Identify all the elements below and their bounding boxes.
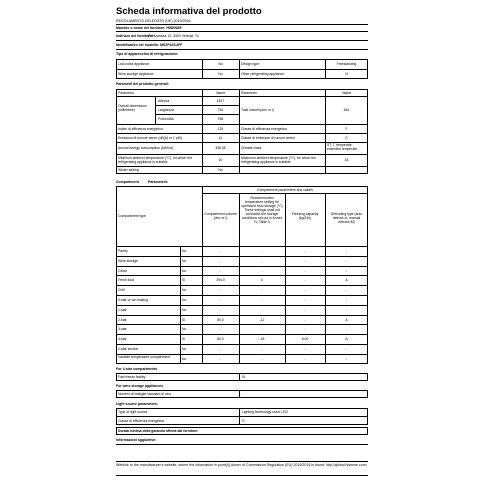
table-rule	[116, 275, 368, 276]
width-value: 794	[217, 108, 224, 112]
wine-bottles-label: Numero di bottiglie standard di vino	[118, 392, 172, 396]
other-appliance-value: N	[345, 72, 348, 76]
divider	[116, 24, 368, 25]
general-heading: Parametri del prodotto generali:	[116, 82, 170, 86]
compartment-name: 0-star or ice-making	[118, 298, 148, 302]
depth-value: 786	[217, 117, 224, 121]
divider	[116, 444, 368, 445]
value-header-2: Valore	[341, 91, 352, 95]
compartment-name: Cellar	[118, 268, 127, 273]
min-ambient-value: 10	[218, 158, 223, 162]
table-rule	[116, 285, 368, 286]
compartment-temperature: -18	[259, 337, 265, 342]
compartment-temperature: -	[261, 249, 263, 253]
low-noise-value: No	[218, 62, 223, 66]
compartment-freezing-capacity: -	[304, 298, 306, 302]
divider	[116, 31, 368, 32]
compartment-volume: -	[219, 249, 222, 253]
table-rule	[116, 124, 368, 125]
wine-bottles-value: -	[242, 392, 244, 396]
compartment-temperature: -	[261, 258, 263, 263]
eei-label: Indice di efficienza energetica	[118, 127, 163, 131]
compartment-freezing-capacity: -	[304, 317, 306, 322]
compartment-name: Fresh food	[118, 278, 135, 283]
compartment-volume: -	[219, 327, 222, 332]
light-heading: Light source parameters:	[116, 402, 159, 406]
divider	[116, 475, 368, 476]
compartment-temperature: -	[261, 356, 263, 361]
winter-setting-label: Winter setting	[118, 168, 139, 172]
compartment-freezing-capacity: -	[304, 249, 306, 253]
compartment-volume: -	[219, 268, 222, 273]
compartment-defrost-type: -	[345, 298, 348, 302]
compartment-volume: -	[219, 356, 222, 361]
compartment-freezing-capacity: -	[304, 356, 306, 361]
supplier-name: Marchio o nome del fornitore: HISENSE	[116, 26, 182, 30]
defrost-type-header: Defrosting type (auto defrost=A, manual defrost=M)	[330, 212, 363, 224]
wine-storage-value: No	[218, 72, 223, 76]
light-type-value: Lighting technology used: LED	[242, 410, 288, 414]
wine-storage-label: Wine storage appliance:	[118, 72, 155, 76]
compartment-present: No	[182, 347, 187, 351]
supplier-address-value: Partizanska 12, 3320 Velenje, SI	[148, 34, 199, 38]
other-appliance-label: Other refrigerating appliance:	[241, 72, 285, 76]
table-rule	[116, 166, 368, 167]
depth-label: Profondità	[158, 117, 174, 121]
compartment-freezing-capacity: -	[304, 278, 306, 283]
regulation-reference: REGOLAMENTO DELEGATO (UE) 2019/2016	[116, 19, 191, 23]
compartment-name: Variable temperature compartment	[118, 354, 171, 359]
table-rule	[155, 96, 156, 124]
compartment-temperature: -	[261, 327, 263, 332]
compartment-freezing-capacity: 6.00	[301, 337, 309, 342]
annual-energy-value: 348.35	[215, 146, 226, 150]
max-ambient-label: Maximum ambient temperature (°C), for which the refrigerating appliance is suitable	[241, 156, 317, 164]
compartment-heading-2: Parameters:	[148, 180, 169, 184]
compartment-volume: -	[219, 307, 222, 312]
compartment-volume: 294.0	[216, 278, 225, 283]
total-volume-value: 454	[343, 108, 350, 112]
table-rule	[155, 114, 239, 115]
width-label: Larghezza	[158, 108, 174, 112]
compartment-defrost-type: A	[345, 337, 348, 342]
compartment-temperature: 4	[261, 278, 263, 283]
compartment-temperature: -	[261, 298, 263, 302]
table-rule	[116, 416, 368, 417]
volume-header: Compartment volume (dm³ or l)	[204, 212, 237, 220]
max-ambient-value: 43	[344, 158, 349, 162]
compartment-temperature: -	[261, 307, 263, 312]
compartment-defrost-type: A	[345, 317, 348, 322]
document-title: Scheda informativa del prodotto	[116, 6, 262, 17]
param-header: Parametro	[118, 91, 134, 95]
param-header-2: Parametro	[241, 91, 257, 95]
height-value: 1817	[216, 99, 225, 103]
fast-freeze-label: Fast freeze facility	[118, 375, 146, 379]
compartment-name: 2-star section	[118, 347, 139, 351]
compartment-freezing-capacity: -	[304, 347, 306, 351]
compartment-present: No	[182, 249, 187, 253]
compartment-name: Chill	[118, 288, 125, 293]
divider	[116, 461, 368, 462]
noise-class-value: C	[345, 136, 348, 140]
table-rule	[202, 193, 368, 194]
compartment-defrost-type: -	[345, 347, 348, 351]
divider	[116, 49, 368, 50]
compartment-temperature: -12	[259, 317, 265, 322]
compartment-name: Pantry	[118, 249, 128, 253]
table-rule	[155, 105, 239, 106]
table-rule	[116, 133, 368, 134]
compartment-heading: Compartment	[116, 180, 139, 184]
compartment-defrost-type: -	[345, 288, 348, 293]
annual-energy-label: Annual energy consumption (kWh/a)	[118, 146, 173, 150]
table-rule	[116, 154, 368, 155]
temperature-header: Recommended temperature setting for optimised food storage (°C) These settings shall not contradict the storage conditions set out in Annex IV, Table 3	[241, 196, 283, 224]
compartment-defrost-type: -	[345, 327, 348, 332]
table-rule	[239, 390, 240, 398]
compartment-defrost-type: A	[345, 278, 348, 283]
compartment-present: Sì	[182, 278, 186, 283]
guarantee-heading: Durata minima della garanzia offerta dal fornitore:	[118, 429, 199, 433]
design-type-label: Design type:	[241, 62, 260, 66]
value-header: Valore	[215, 91, 226, 95]
compartment-temperature: -	[261, 288, 263, 293]
table-rule	[239, 59, 240, 79]
compartment-present: No	[182, 258, 187, 263]
compartment-present: No	[182, 307, 187, 312]
overall-dimensions-label: Overall dimensions (millimetre)	[118, 104, 147, 112]
table-rule	[239, 373, 240, 381]
table-rule	[116, 246, 368, 247]
compartment-volume: 80.0	[217, 337, 224, 342]
compartment-name: 4-star	[118, 337, 127, 342]
table-rule	[116, 295, 368, 296]
table-rule	[116, 324, 368, 325]
compartment-present: No	[182, 288, 187, 293]
eei-value: 125	[217, 127, 224, 131]
compartment-volume: -	[219, 258, 222, 263]
divider	[116, 40, 368, 41]
climate-class-value: ST, T, temperate, extended temperate	[327, 143, 358, 151]
compartment-freezing-capacity: -	[304, 327, 306, 332]
compartment-defrost-type: -	[345, 258, 348, 263]
climate-class-label: Climate class:	[241, 146, 263, 150]
compartment-volume: -	[219, 347, 222, 351]
table-rule	[116, 96, 368, 97]
compartment-name: Wine storage	[118, 258, 138, 263]
table-rule	[116, 315, 368, 316]
compartment-defrost-type: -	[345, 268, 348, 273]
compartment-volume: -	[219, 298, 222, 302]
compartment-present: Sì	[182, 317, 186, 322]
min-ambient-label: Minimum ambient temperature (°C), for which the refrigerating appliance is suitable	[118, 156, 193, 164]
compartment-freezing-capacity: -	[304, 288, 306, 293]
table-rule	[239, 89, 240, 174]
compartment-present: No	[182, 268, 187, 273]
compartment-freezing-capacity: -	[304, 268, 306, 273]
compartment-volume: -	[219, 288, 222, 293]
design-type-value: Freestanding	[336, 62, 357, 66]
low-noise-label: Low-noise appliance:	[118, 62, 150, 66]
compartment-present: Sì	[182, 337, 186, 342]
table-rule	[239, 408, 240, 425]
compartment-freezing-capacity: -	[304, 307, 306, 312]
model-identifier: Identificativo del modello: MS2P431UFF	[116, 43, 183, 47]
compartment-temperature: -	[261, 268, 263, 273]
supplier-address-label: Indirizzo del fornitore:	[116, 34, 153, 38]
compartment-name: 3-star	[118, 327, 127, 332]
compartment-group-header: Compartment parameters and values	[257, 188, 313, 192]
freezing-capacity-header: Freezing capacity (kg/24h)	[291, 212, 319, 220]
winter-setting-value: No	[218, 168, 223, 172]
table-rule	[116, 334, 368, 335]
compartment-present: No	[182, 327, 187, 332]
refrigerating-heading: Tipo di apparecchio di refrigerazione:	[116, 52, 179, 56]
compartment-defrost-type: -	[345, 307, 348, 312]
compartment-present: No	[182, 298, 187, 302]
light-class-value: G	[242, 419, 245, 423]
additional-info-heading: Informazioni aggiuntive:	[116, 438, 157, 442]
compartment-freezing-capacity: -	[304, 258, 306, 263]
compartment-present: No	[182, 356, 187, 361]
manufacturer-weblink: Weblink to the manufacturer's website, where the information in point(4) Annex of Commission Regulation (EU) 2019/2019 is found: http://global.hisense.com/	[116, 463, 367, 467]
energy-class-label: Classe di efficienza energetica	[241, 127, 287, 131]
light-type-label: Type of light source	[118, 410, 148, 414]
energy-class-value: F	[345, 127, 348, 131]
light-class-label: Classe di efficienza energetica	[118, 419, 164, 423]
height-label: Altezza	[158, 99, 170, 103]
compartment-defrost-type: -	[345, 356, 348, 361]
table-rule	[116, 256, 368, 257]
compartment-temperature: -	[261, 347, 263, 351]
noise-class-label: Classe di emissioni di rumore aereo	[241, 136, 295, 140]
compartment-name: 1-star	[118, 307, 127, 312]
table-rule	[116, 69, 368, 70]
fast-freeze-value: Sì	[242, 375, 246, 379]
total-volume-label: Total volume(dm³ or l)	[241, 108, 274, 112]
table-rule	[116, 305, 368, 306]
compartment-defrost-type: -	[345, 249, 348, 253]
compartment-volume: 80.0	[217, 317, 224, 322]
compartment-name: 2-star	[118, 317, 127, 322]
wine-heading: For wine storage appliances	[116, 384, 164, 388]
four-star-heading: For 4-star compartments	[116, 367, 158, 371]
noise-emission-value: 41	[218, 136, 223, 140]
noise-emission-label: Emissioni di rumore aereo (dB(A) re 1 pW)	[118, 136, 183, 140]
compartment-type-header: Compartment type	[118, 214, 146, 218]
table-rule	[116, 344, 368, 345]
table-rule	[116, 266, 368, 267]
